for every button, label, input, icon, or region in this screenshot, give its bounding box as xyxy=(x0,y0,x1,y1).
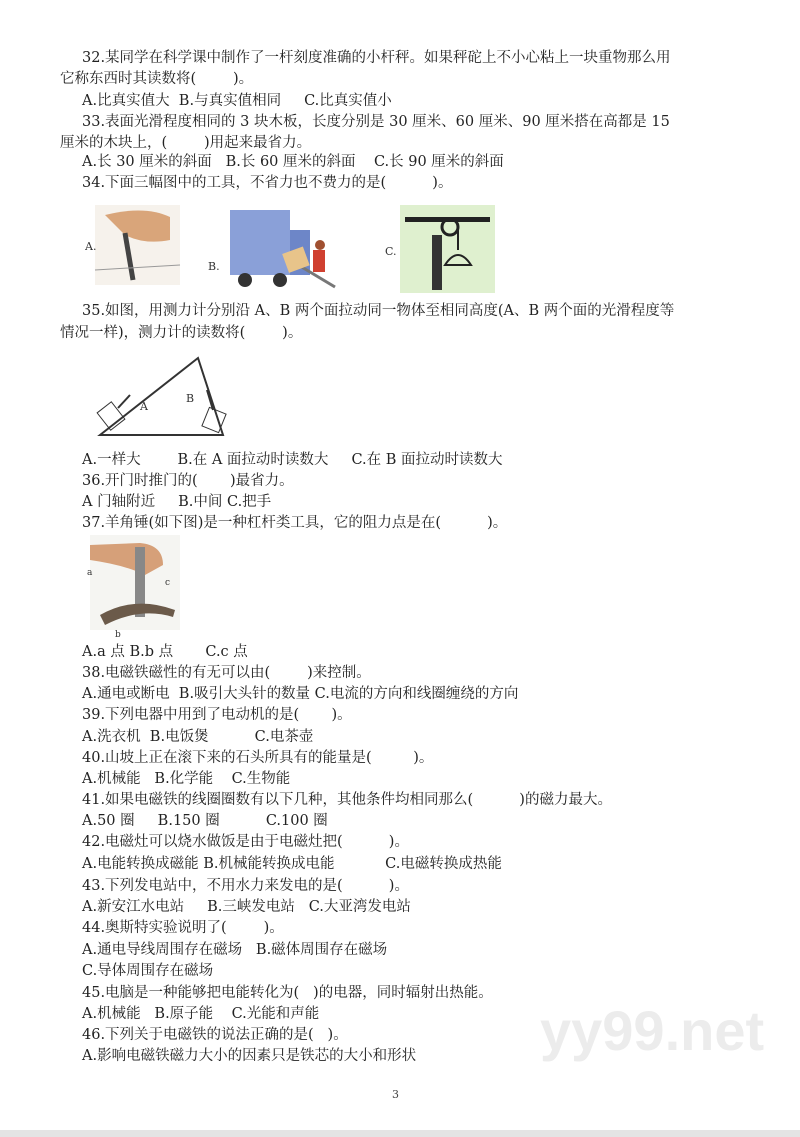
q38-options: A.通电或断电 B.吸引大头针的数量 C.电流的方向和线圈缠绕的方向 xyxy=(82,686,519,702)
page-number: 3 xyxy=(392,1088,399,1101)
q32-options: A.比真实值大 B.与真实值相同 C.比真实值小 xyxy=(82,93,392,109)
figure-label-a: A. xyxy=(85,240,97,253)
figure-b-ramp xyxy=(208,210,335,287)
q45-options: A.机械能 B.原子能 C.光能和声能 xyxy=(82,1006,320,1022)
q45-text: 45.电脑是一种能够把电能转化为( )的电器，同时辐射出热能。 xyxy=(82,985,493,1001)
q33-text-cont: 厘米的木块上，( )用起来最省力。 xyxy=(60,135,312,151)
figure-label-b: B. xyxy=(208,260,220,273)
q33-options: A.长 30 厘米的斜面 B.长 60 厘米的斜面 C.长 90 厘米的斜面 xyxy=(82,154,504,170)
q35-text: 35.如图，用测力计分别沿 A、B 两个面拉动同一物体至相同高度(A、B 两个面的光滑程度等 xyxy=(82,303,675,319)
q37-text: 37.羊角锤(如下图)是一种杠杆类工具，它的阻力点是在( )。 xyxy=(82,515,508,531)
q36-text: 36.开门时推门的( )最省力。 xyxy=(82,473,294,489)
q32-text-cont: 它称东西时其读数将( )。 xyxy=(60,71,254,87)
q37-options: A.a 点 B.b 点 C.c 点 xyxy=(82,644,248,660)
q32-text: 32.某同学在科学课中制作了一杆刻度准确的小杆秤。如果秤砣上不小心粘上一块重物那么用 xyxy=(82,50,671,66)
incline-label-b: B xyxy=(186,392,195,405)
hammer-label-c: c xyxy=(165,578,171,588)
q38-text: 38.电磁铁磁性的有无可以由( )来控制。 xyxy=(82,665,371,681)
q42-text: 42.电磁灶可以烧水做饭是由于电磁灶把( )。 xyxy=(82,834,409,850)
q35-options: A.一样大 B.在 A 面拉动时读数大 C.在 B 面拉动时读数大 xyxy=(82,452,503,468)
q46-options: A.影响电磁铁磁力大小的因素只是铁芯的大小和形状 xyxy=(82,1048,417,1064)
q35-text-cont: 情况一样)，测力计的读数将( )。 xyxy=(60,325,303,341)
q44-options-cont: C.导体周围存在磁场 xyxy=(82,963,214,979)
q42-options: A.电能转换成磁能 B.机械能转换成电能 C.电磁转换成热能 xyxy=(82,856,502,872)
q43-text: 43.下列发电站中，不用水力来发电的是( )。 xyxy=(82,878,409,894)
q40-text: 40.山坡上正在滚下来的石头所具有的能量是( )。 xyxy=(82,750,434,766)
incline-label-a: A xyxy=(140,400,148,413)
q34-text: 34.下面三幅图中的工具，不省力也不费力的是( )。 xyxy=(82,175,453,191)
hammer-label-a: a xyxy=(87,568,93,578)
figure-a-hand-tool xyxy=(85,205,180,285)
q46-text: 46.下列关于电磁铁的说法正确的是( )。 xyxy=(82,1027,348,1043)
watermark: yy99.net xyxy=(540,999,765,1062)
q44-options: A.通电导线周围存在磁场 B.磁体周围存在磁场 xyxy=(82,942,388,958)
q40-options: A.机械能 B.化学能 C.生物能 xyxy=(82,771,291,787)
q44-text: 44.奥斯特实验说明了( )。 xyxy=(82,920,284,936)
q41-options: A.50 圈 B.150 圈 C.100 圈 xyxy=(82,813,328,829)
hammer-label-b: b xyxy=(115,630,121,640)
q39-options: A.洗衣机 B.电饭煲 C.电茶壶 xyxy=(82,729,314,745)
q43-options: A.新安江水电站 B.三峡发电站 C.大亚湾发电站 xyxy=(82,899,411,915)
figure-label-c: C. xyxy=(385,245,397,258)
q34-tools-figure xyxy=(85,205,505,295)
q39-text: 39.下列电器中用到了电动机的是( )。 xyxy=(82,707,352,723)
q35-incline-figure xyxy=(90,350,240,445)
q36-options: A 门轴附近 B.中间 C.把手 xyxy=(82,494,272,510)
q41-text: 41.如果电磁铁的线圈圈数有以下几种，其他条件均相同那么( )的磁力最大。 xyxy=(82,792,612,808)
q33-text: 33.表面光滑程度相同的 3 块木板，长度分别是 30 厘米、60 厘米、90 厘米搭在高都是 15 xyxy=(82,114,670,130)
page-bottom-edge xyxy=(0,1130,800,1137)
figure-c-pulley xyxy=(385,205,495,293)
q37-claw-hammer-figure xyxy=(85,535,185,640)
